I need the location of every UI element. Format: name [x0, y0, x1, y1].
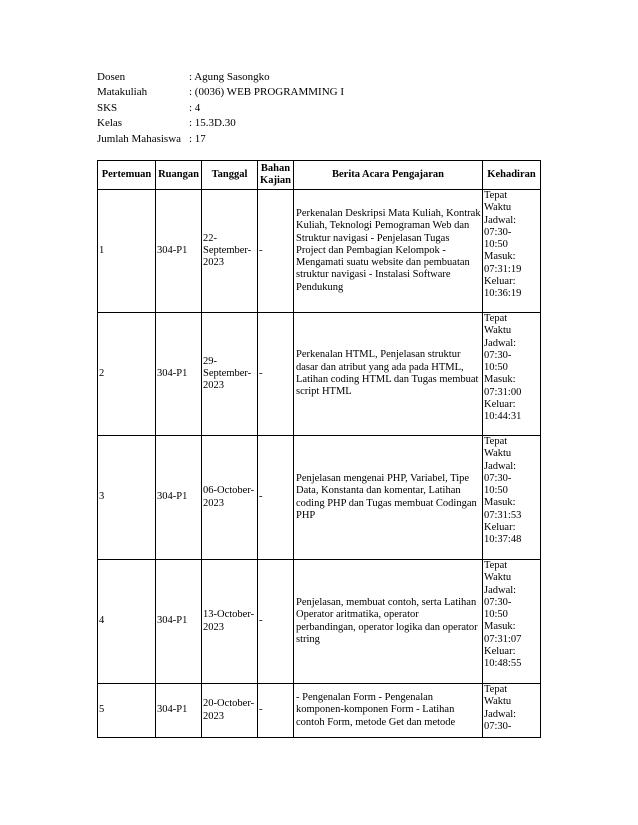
table-row — [98, 436, 541, 560]
cell-berita-acara: Perkenalan Deskripsi Mata Kuliah, Kontrak Kuliah, Teknologi Pemograman Web dan Struktur navigasi - Penjelasan Tugas Project dan Pembagian Kelompok - Mengamati suatu website dan pembuatan struktur navigasi - Instalasi Software Pendukung — [294, 190, 483, 313]
cell-berita-acara: Penjelasan, membuat contoh, serta Latihan Operator aritmatika, operator perbandingan, operator logika dan operator string — [294, 560, 483, 684]
cell-pertemuan: 1 — [98, 190, 156, 313]
cell-bahan-kajian: - — [258, 684, 294, 738]
kehadiran-line: Waktu — [484, 325, 512, 337]
dosen-value: : Agung Sasongko — [189, 71, 270, 83]
cell-ruangan: 304-P1 — [156, 560, 202, 684]
cell-tanggal: 22-September-2023 — [202, 190, 258, 313]
cell-bahan-kajian: - — [258, 190, 294, 313]
cell-kehadiran — [483, 560, 541, 684]
sks-row — [97, 101, 344, 116]
kehadiran-line: Keluar: — [484, 646, 516, 658]
kelas-value: : 15.3D.30 — [189, 117, 236, 130]
kelas-row — [97, 116, 344, 131]
jumlah-mahasiswa-label: Jumlah Mahasiswa — [97, 132, 182, 145]
cell-bahan-kajian: - — [258, 436, 294, 560]
kehadiran-line: 07:31:19 — [484, 263, 522, 275]
kehadiran-line: 10:44:31 — [484, 411, 522, 423]
kehadiran-line: Waktu — [484, 448, 512, 460]
cell-bahan-kajian: - — [258, 560, 294, 684]
kehadiran-line: Tepat — [484, 436, 508, 447]
cell-tanggal: 20-October-2023 — [202, 684, 258, 738]
cell-kehadiran — [483, 684, 541, 738]
kehadiran-line: Jadwal: — [484, 708, 517, 720]
course-info-header — [97, 70, 344, 147]
kehadiran-line: 07:30- — [484, 349, 512, 361]
cell-kehadiran — [483, 436, 541, 560]
kehadiran-line: Tepat — [484, 313, 508, 324]
jumlah-mahasiswa-value: : 17 — [189, 132, 206, 145]
kelas-label: Kelas — [97, 117, 123, 130]
kehadiran-line: 10:36:19 — [484, 288, 522, 300]
kehadiran-line: Tepat — [484, 684, 508, 695]
cell-ruangan: 304-P1 — [156, 313, 202, 436]
kehadiran-line: Jadwal: — [484, 584, 517, 596]
sks-value: : 4 — [189, 101, 201, 114]
kehadiran-line: 10:48:55 — [484, 658, 522, 670]
kehadiran-line: 07:30- — [484, 472, 512, 484]
matakuliah-label: Matakuliah — [97, 86, 148, 99]
kehadiran-line: Waktu — [484, 202, 512, 214]
kehadiran-line: 07:31:07 — [484, 633, 522, 645]
cell-tanggal: 13-October-2023 — [202, 560, 258, 684]
matakuliah-row — [97, 85, 344, 100]
kehadiran-line: 10:50 — [484, 485, 508, 497]
sks-label: SKS — [97, 101, 118, 114]
kehadiran-line: 10:50 — [484, 609, 508, 621]
kehadiran-line: Keluar: — [484, 276, 516, 288]
cell-berita-acara: Perkenalan HTML, Penjelasan struktur dasar dan atribut yang ada pada HTML, Latihan coding HTML dan Tugas membuat script HTML — [294, 313, 483, 436]
table-row — [98, 190, 541, 313]
kehadiran-line: Keluar: — [484, 522, 516, 534]
table-row — [98, 684, 541, 738]
header-kehadiran: Kehadiran — [483, 161, 541, 190]
jumlah-mahasiswa-row — [97, 132, 344, 147]
header-tanggal: Tanggal — [202, 161, 258, 190]
kehadiran-line: Jadwal: — [484, 214, 517, 226]
header-bahan-kajian: Bahan Kajian — [258, 161, 294, 190]
cell-pertemuan: 4 — [98, 560, 156, 684]
kehadiran-line: 07:31:53 — [484, 509, 522, 521]
kehadiran-line: Masuk: — [484, 621, 516, 633]
kehadiran-line: Tepat — [484, 190, 508, 201]
kehadiran-line: Jadwal: — [484, 460, 517, 472]
matakuliah-value: : (0036) WEB PROGRAMMING I — [189, 86, 345, 99]
cell-ruangan: 304-P1 — [156, 436, 202, 560]
cell-ruangan: 304-P1 — [156, 684, 202, 738]
kehadiran-line: Jadwal: — [484, 337, 517, 349]
cell-tanggal: 29-September-2023 — [202, 313, 258, 436]
kehadiran-line: 07:31:00 — [484, 386, 522, 398]
kehadiran-line: Waktu — [484, 572, 512, 584]
table-row — [98, 313, 541, 436]
kehadiran-line: 07:30- — [484, 596, 512, 608]
cell-berita-acara: Penjelasan mengenai PHP, Variabel, Tipe Data, Konstanta dan komentar, Latihan coding PHP dan Tugas membuat Codingan PHP — [294, 436, 483, 560]
berita-acara-table — [97, 160, 541, 738]
kehadiran-line: 07:30- — [484, 226, 512, 238]
kehadiran-line: Tepat — [484, 560, 508, 571]
dosen-row — [97, 70, 344, 85]
kehadiran-line: 10:37:48 — [484, 534, 522, 546]
table-header-row — [98, 161, 541, 190]
cell-kehadiran — [483, 190, 541, 313]
cell-pertemuan: 5 — [98, 684, 156, 738]
kehadiran-line: 10:50 — [484, 239, 508, 251]
cell-bahan-kajian: - — [258, 313, 294, 436]
header-ruangan: Ruangan — [156, 161, 202, 190]
dosen-label: Dosen — [97, 71, 126, 83]
header-pertemuan: Pertemuan — [98, 161, 156, 190]
cell-tanggal: 06-October-2023 — [202, 436, 258, 560]
kehadiran-line: Keluar: — [484, 399, 516, 411]
kehadiran-line: Masuk: — [484, 497, 516, 509]
kehadiran-line: Masuk: — [484, 251, 516, 263]
header-berita-acara: Berita Acara Pengajaran — [294, 161, 483, 190]
kehadiran-line: Masuk: — [484, 374, 516, 386]
cell-ruangan: 304-P1 — [156, 190, 202, 313]
kehadiran-line: Waktu — [484, 696, 512, 708]
cell-pertemuan: 2 — [98, 313, 156, 436]
kehadiran-line: 07:30- — [484, 720, 512, 732]
cell-berita-acara: - Pengenalan Form - Pengenalan komponen-komponen Form - Latihan contoh Form, metode Get dan metode — [294, 684, 483, 738]
table-row — [98, 560, 541, 684]
kehadiran-line: 10:50 — [484, 362, 508, 374]
cell-kehadiran — [483, 313, 541, 436]
cell-pertemuan: 3 — [98, 436, 156, 560]
